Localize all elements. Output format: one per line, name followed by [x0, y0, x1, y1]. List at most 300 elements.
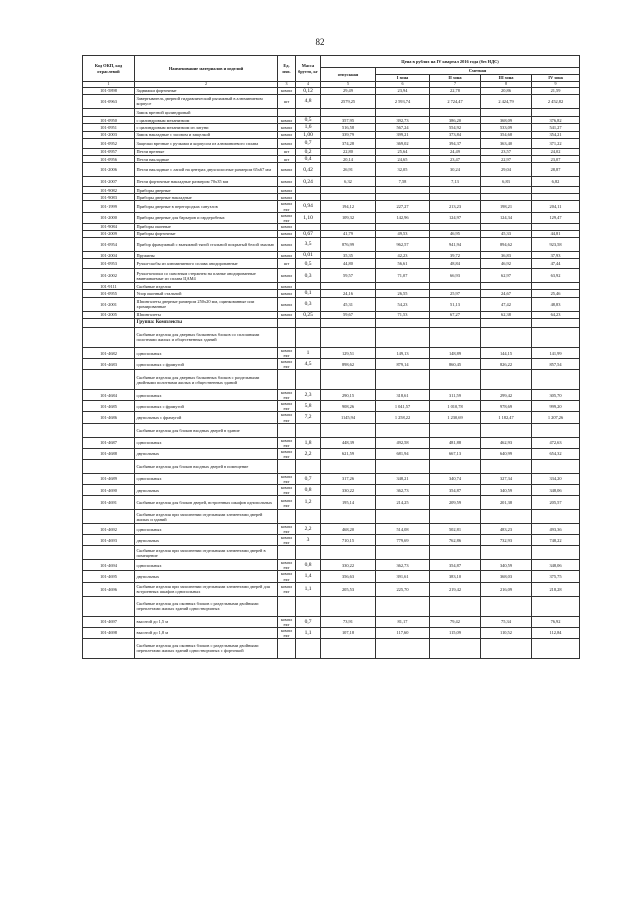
price-release: 710,15	[321, 535, 376, 546]
empty-cell	[278, 596, 296, 616]
item-unit: компл	[278, 223, 296, 230]
empty-cell	[430, 596, 481, 616]
price-zone-1: 879,14	[376, 359, 430, 370]
price-zone-3: 299,42	[481, 390, 532, 401]
item-mass: 0,2	[296, 148, 321, 155]
item-unit: компл ект	[278, 412, 296, 423]
empty-cell	[296, 318, 321, 327]
empty-cell	[321, 423, 376, 437]
item-code: 101-0956	[83, 156, 135, 163]
item-code: 101-4687	[83, 437, 135, 448]
price-zone-1: 56,61	[376, 259, 430, 269]
empty-cell	[376, 596, 430, 616]
item-name: двупольных	[135, 571, 278, 582]
empty-cell	[278, 318, 296, 327]
price-zone-1: 492,58	[376, 437, 430, 448]
table-row	[83, 269, 580, 283]
item-mass: 0,01	[296, 252, 321, 259]
table-row	[83, 437, 580, 448]
price-zone-3: 533,09	[481, 124, 532, 131]
item-unit: шт	[278, 259, 296, 269]
item-name: Прибор фрамужный с вытяжной тягой стальной покрытый белой эмалью	[135, 238, 278, 252]
item-mass	[296, 187, 321, 194]
empty-cell	[481, 596, 532, 616]
item-code: 101-4682	[83, 347, 135, 358]
group-title: Группа: Комплекты	[135, 318, 278, 327]
item-code: 101-0952	[83, 138, 135, 148]
price-zone-4: 21,59	[532, 87, 580, 94]
item-mass: 1,10	[296, 212, 321, 223]
price-zone-3: 732,93	[481, 535, 532, 546]
item-mass: 0,8	[296, 560, 321, 571]
price-zone-4: 654,32	[532, 448, 580, 459]
price-zone-3: 110,52	[481, 627, 532, 638]
price-zone-3: 45,33	[481, 230, 532, 237]
table-row	[83, 124, 580, 131]
item-code: 101-9082	[83, 187, 135, 194]
empty-cell	[83, 423, 135, 437]
table-row	[83, 473, 580, 484]
subheading-text: Скобяные изделия при заполнении отдельными элементами дверей в помещение	[135, 546, 278, 560]
price-zone-3: 62,97	[481, 269, 532, 283]
item-name: однопольных	[135, 473, 278, 484]
price-zone-2: 7,13	[430, 177, 481, 187]
empty-cell	[376, 327, 430, 347]
price-release: 339,79	[321, 131, 376, 138]
price-zone-3: 363,40	[481, 138, 532, 148]
item-mass: 0,42	[296, 163, 321, 177]
empty-cell	[481, 638, 532, 658]
price-zone-3: 124,34	[481, 212, 532, 223]
price-release: 448,39	[321, 437, 376, 448]
price-zone-1: 362,73	[376, 560, 430, 571]
price-zone-4: 748,22	[532, 535, 580, 546]
price-release	[321, 283, 376, 290]
table-row	[83, 412, 580, 423]
subheading-row	[83, 546, 580, 560]
price-release: 35,35	[321, 252, 376, 259]
table-row	[83, 582, 580, 596]
item-code: 101-9084	[83, 223, 135, 230]
price-zone-1: 225,70	[376, 582, 430, 596]
empty-cell	[278, 423, 296, 437]
price-zone-3: 368,03	[481, 571, 532, 582]
table-row	[83, 148, 580, 155]
price-zone-4: 354,21	[532, 131, 580, 138]
item-code: 101-0955	[83, 290, 135, 297]
empty-cell	[83, 546, 135, 560]
table-row	[83, 163, 580, 177]
price-zone-2: 48,84	[430, 259, 481, 269]
item-mass: 4,5	[296, 359, 321, 370]
price-zone-4: 493,36	[532, 524, 580, 535]
price-zone-1: 7,58	[376, 177, 430, 187]
empty-cell	[296, 327, 321, 347]
item-code: 101-4693	[83, 535, 135, 546]
item-name: однопольных с фрамугой	[135, 359, 278, 370]
price-release	[321, 187, 376, 194]
price-zone-4: 24,02	[532, 148, 580, 155]
item-code: 101-2009	[83, 230, 135, 237]
price-zone-3: 340,59	[481, 484, 532, 495]
price-zone-4: 129,47	[532, 212, 580, 223]
item-unit: шт	[278, 94, 296, 108]
price-zone-3	[481, 194, 532, 201]
price-zone-1: 23,94	[376, 87, 430, 94]
item-name: Пружины	[135, 252, 278, 259]
price-release: 876,99	[321, 238, 376, 252]
price-zone-1: 71,07	[376, 269, 430, 283]
item-name: Приборы оконные	[135, 223, 278, 230]
item-code: 101-9111	[83, 283, 135, 290]
item-name: однопольных	[135, 524, 278, 535]
item-unit: компл	[278, 290, 296, 297]
item-unit: компл	[278, 163, 296, 177]
item-unit: компл	[278, 116, 296, 123]
item-code: 101-0963	[83, 94, 135, 108]
item-code: 101-2007	[83, 177, 135, 187]
price-zone-1: 318,61	[376, 390, 430, 401]
price-zone-2: 354,87	[430, 560, 481, 571]
price-zone-4: 23,07	[532, 156, 580, 163]
item-mass: 0,3	[296, 269, 321, 283]
subheading-row	[83, 638, 580, 658]
price-zone-4: 348,06	[532, 484, 580, 495]
header-zone-2: II зона	[430, 75, 481, 82]
empty-cell	[321, 327, 376, 347]
empty-cell	[321, 318, 376, 327]
empty-cell	[321, 108, 376, 116]
empty-cell	[376, 318, 430, 327]
price-zone-4: 472,63	[532, 437, 580, 448]
table-row	[83, 156, 580, 163]
price-zone-2: 1 010,78	[430, 401, 481, 412]
item-code: 101-0950	[83, 116, 135, 123]
price-zone-2: 554,92	[430, 124, 481, 131]
price-zone-2	[430, 223, 481, 230]
item-unit: компл ект	[278, 347, 296, 358]
price-release: 317,26	[321, 473, 376, 484]
price-zone-1: 49,53	[376, 230, 430, 237]
empty-cell	[278, 459, 296, 473]
price-zone-4: 376,82	[532, 116, 580, 123]
table-row	[83, 116, 580, 123]
header-price-title: Цена в рублях на IV квартал 2016 года (без НДС)	[321, 56, 580, 68]
price-release: 205,53	[321, 582, 376, 596]
item-mass: 0,7	[296, 616, 321, 627]
subheading-text: Скобяные изделия для дверных балконных блоков со сплошными полотнами жилых и общественных зданий	[135, 327, 278, 347]
price-zone-2: 219,42	[430, 582, 481, 596]
price-zone-1: 514,08	[376, 524, 430, 535]
item-unit: компл	[278, 297, 296, 311]
price-zone-4: 141,99	[532, 347, 580, 358]
empty-cell	[321, 546, 376, 560]
price-zone-3: 20,86	[481, 87, 532, 94]
table-row	[83, 283, 580, 290]
item-unit: компл ект	[278, 560, 296, 571]
price-zone-1	[376, 223, 430, 230]
price-release: 26,91	[321, 163, 376, 177]
empty-cell	[430, 546, 481, 560]
item-code: 101-4694	[83, 560, 135, 571]
price-zone-1: 779,69	[376, 535, 430, 546]
price-zone-2: 762,86	[430, 535, 481, 546]
empty-cell	[430, 318, 481, 327]
subheading-text: Замок врезной цилиндровый	[135, 108, 278, 116]
item-code: 101-1999	[83, 201, 135, 212]
price-zone-3: 144,15	[481, 347, 532, 358]
table-row	[83, 290, 580, 297]
price-zone-3: 640,99	[481, 448, 532, 459]
item-unit: компл ект	[278, 616, 296, 627]
price-zone-2	[430, 283, 481, 290]
item-mass: 2,3	[296, 390, 321, 401]
price-zone-1: 962,57	[376, 238, 430, 252]
price-zone-3	[481, 187, 532, 194]
price-release: 330,22	[321, 560, 376, 571]
item-name: высотой до 1,8 м	[135, 627, 278, 638]
price-zone-1: 392,73	[376, 116, 430, 123]
empty-cell	[83, 108, 135, 116]
item-name: Скобяные изделия для блоков дверей, встроенных шкафов однопольных	[135, 496, 278, 510]
item-name: Скобяные изделия при заполнении отдельными элементами дверей для встроенных шкафов однопольных	[135, 582, 278, 596]
item-name: двупольных	[135, 484, 278, 495]
header-release: отпускная	[321, 68, 376, 82]
price-zone-3: 62,38	[481, 311, 532, 318]
item-name: Шпингалеты дверные размером 250х20 мм, оцинкованные или хромированные	[135, 297, 278, 311]
price-release: 195,14	[321, 496, 376, 510]
price-release: 22,80	[321, 148, 376, 155]
col-index: 5	[321, 82, 376, 88]
price-zone-4: 64,23	[532, 311, 580, 318]
empty-cell	[321, 510, 376, 524]
item-unit: компл	[278, 283, 296, 290]
header-zone-1: I зона	[376, 75, 430, 82]
item-mass: 1,00	[296, 131, 321, 138]
item-code: 101-4683	[83, 359, 135, 370]
price-zone-1: 214,25	[376, 496, 430, 510]
price-release: 45,31	[321, 297, 376, 311]
item-unit: компл ект	[278, 212, 296, 223]
table-row	[83, 131, 580, 138]
item-unit: компл	[278, 187, 296, 194]
item-name: Петли накладные с лапой на центрах двухполосные размером 65х67 мм	[135, 163, 278, 177]
empty-cell	[430, 370, 481, 390]
price-zone-1: 1 041,57	[376, 401, 430, 412]
table-row	[83, 627, 580, 638]
price-zone-1: 567,24	[376, 124, 430, 131]
empty-cell	[83, 318, 135, 327]
price-zone-1	[376, 283, 430, 290]
empty-cell	[83, 596, 135, 616]
price-release: 330,22	[321, 484, 376, 495]
price-zone-3: 216,09	[481, 582, 532, 596]
item-name: однопольных с фрамугой	[135, 401, 278, 412]
item-code: 101-4696	[83, 582, 135, 596]
item-name: двупольных	[135, 448, 278, 459]
price-zone-4: 6,82	[532, 177, 580, 187]
item-unit: компл ект	[278, 390, 296, 401]
price-release: 357,95	[321, 116, 376, 123]
price-zone-1: 24,65	[376, 156, 430, 163]
price-zone-2: 860,45	[430, 359, 481, 370]
item-unit: компл	[278, 124, 296, 131]
price-zone-1: 149,13	[376, 347, 430, 358]
item-code: 101-4690	[83, 484, 135, 495]
item-mass: 0,24	[296, 177, 321, 187]
price-release: 29,49	[321, 87, 376, 94]
price-zone-1: 42,23	[376, 252, 430, 259]
table-row	[83, 535, 580, 546]
item-mass: 1,4	[296, 571, 321, 582]
subheading-row	[83, 108, 580, 116]
item-unit: компл ект	[278, 627, 296, 638]
item-unit: компл ект	[278, 582, 296, 596]
table-row	[83, 359, 580, 370]
header-zone-4: IV зона	[532, 75, 580, 82]
price-zone-4: 923,58	[532, 238, 580, 252]
price-zone-4: 112,84	[532, 627, 580, 638]
header-estimated: Сметная	[376, 68, 580, 75]
empty-cell	[430, 638, 481, 658]
item-code: 101-4684	[83, 390, 135, 401]
item-code: 101-2000	[83, 212, 135, 223]
page-number: 82	[315, 37, 325, 47]
empty-cell	[296, 596, 321, 616]
price-release: 621,59	[321, 448, 376, 459]
table-row	[83, 401, 580, 412]
price-zone-3: 46,92	[481, 259, 532, 269]
price-zone-4	[532, 187, 580, 194]
empty-cell	[481, 318, 532, 327]
empty-cell	[481, 108, 532, 116]
col-index: 4	[296, 82, 321, 88]
item-code: 101-0954	[83, 238, 135, 252]
item-name: Приборы дверные	[135, 187, 278, 194]
price-zone-4: 305,70	[532, 390, 580, 401]
item-mass: 0,94	[296, 201, 321, 212]
item-name: Петли накладные	[135, 156, 278, 163]
price-zone-3: 201,38	[481, 496, 532, 510]
empty-cell	[532, 327, 580, 347]
item-name: Задвижки форточные	[135, 87, 278, 94]
price-zone-3: 978,69	[481, 401, 532, 412]
price-zone-4: 28,87	[532, 163, 580, 177]
price-release: 59,67	[321, 311, 376, 318]
price-zone-4: 25,46	[532, 290, 580, 297]
price-zone-4: 375,75	[532, 571, 580, 582]
item-code: 101-2004	[83, 252, 135, 259]
price-zone-2: 22,78	[430, 87, 481, 94]
empty-cell	[296, 370, 321, 390]
price-zone-2: 124,97	[430, 212, 481, 223]
price-zone-3: 24,67	[481, 290, 532, 297]
empty-cell	[376, 370, 430, 390]
item-code: 101-2002	[83, 269, 135, 283]
price-zone-2: 51,13	[430, 297, 481, 311]
empty-cell	[296, 108, 321, 116]
empty-cell	[376, 638, 430, 658]
price-zone-3: 23,57	[481, 148, 532, 155]
price-zone-2: 354,87	[430, 484, 481, 495]
item-mass: 0,7	[296, 138, 321, 148]
price-zone-4: 334,20	[532, 473, 580, 484]
price-zone-4	[532, 194, 580, 201]
price-zone-1: 399,21	[376, 131, 430, 138]
table-row	[83, 177, 580, 187]
item-unit: компл	[278, 131, 296, 138]
empty-cell	[532, 596, 580, 616]
item-unit: компл ект	[278, 437, 296, 448]
price-zone-2	[430, 187, 481, 194]
col-index: 8	[481, 82, 532, 88]
item-mass: 1,2	[296, 496, 321, 510]
item-unit: компл ект	[278, 473, 296, 484]
empty-cell	[532, 546, 580, 560]
item-name: Приборы дверные в перегородках санузлов	[135, 201, 278, 212]
item-mass	[296, 194, 321, 201]
item-unit: компл	[278, 230, 296, 237]
item-code: 101-9083	[83, 194, 135, 201]
price-zone-2: 2 724,47	[430, 94, 481, 108]
subheading-text: Скобяные изделия для блоков входных дверей в помещение	[135, 459, 278, 473]
price-release: 129,51	[321, 347, 376, 358]
item-unit: компл ект	[278, 535, 296, 546]
price-zone-1: 2 593,74	[376, 94, 430, 108]
price-zone-1: 348,21	[376, 473, 430, 484]
empty-cell	[481, 546, 532, 560]
empty-cell	[321, 638, 376, 658]
item-unit: компл	[278, 269, 296, 283]
price-zone-3: 6,83	[481, 177, 532, 187]
item-mass: 0,67	[296, 230, 321, 237]
item-name: однопольных	[135, 437, 278, 448]
table-row	[83, 571, 580, 582]
price-zone-2: 340,74	[430, 473, 481, 484]
price-zone-3: 29,04	[481, 163, 532, 177]
item-name: Приборы дверные для барьеров и гардеробных	[135, 212, 278, 223]
empty-cell	[481, 327, 532, 347]
item-name: Приборы дверные накладные	[135, 194, 278, 201]
item-unit: компл ект	[278, 484, 296, 495]
table-row	[83, 223, 580, 230]
empty-cell	[532, 108, 580, 116]
price-zone-1: 32,05	[376, 163, 430, 177]
item-mass: 0,7	[296, 473, 321, 484]
item-unit: компл ект	[278, 496, 296, 510]
empty-cell	[481, 370, 532, 390]
item-mass: 0,1	[296, 290, 321, 297]
price-zone-4: 44,81	[532, 230, 580, 237]
price-zone-2: 394,37	[430, 138, 481, 148]
empty-cell	[376, 459, 430, 473]
subheading-row	[83, 459, 580, 473]
price-zone-1: 71,53	[376, 311, 430, 318]
header-name: Наименование материалов и изделий	[135, 56, 278, 82]
table-row	[83, 230, 580, 237]
item-name: Завертыватель дверной гидравлический рычажный в алюминиевом корпусе	[135, 94, 278, 108]
item-mass: 2,2	[296, 524, 321, 535]
price-zone-4: 348,06	[532, 560, 580, 571]
price-release	[321, 194, 376, 201]
col-index: 7	[430, 82, 481, 88]
price-zone-3: 1 182,47	[481, 412, 532, 423]
item-code: 101-4686	[83, 412, 135, 423]
item-code: 101-4695	[83, 571, 135, 582]
price-zone-4: 205,57	[532, 496, 580, 510]
item-name: Защелки врезные с ручками и корпусом из алюминиевого сплава	[135, 138, 278, 148]
price-release: 24,16	[321, 290, 376, 297]
